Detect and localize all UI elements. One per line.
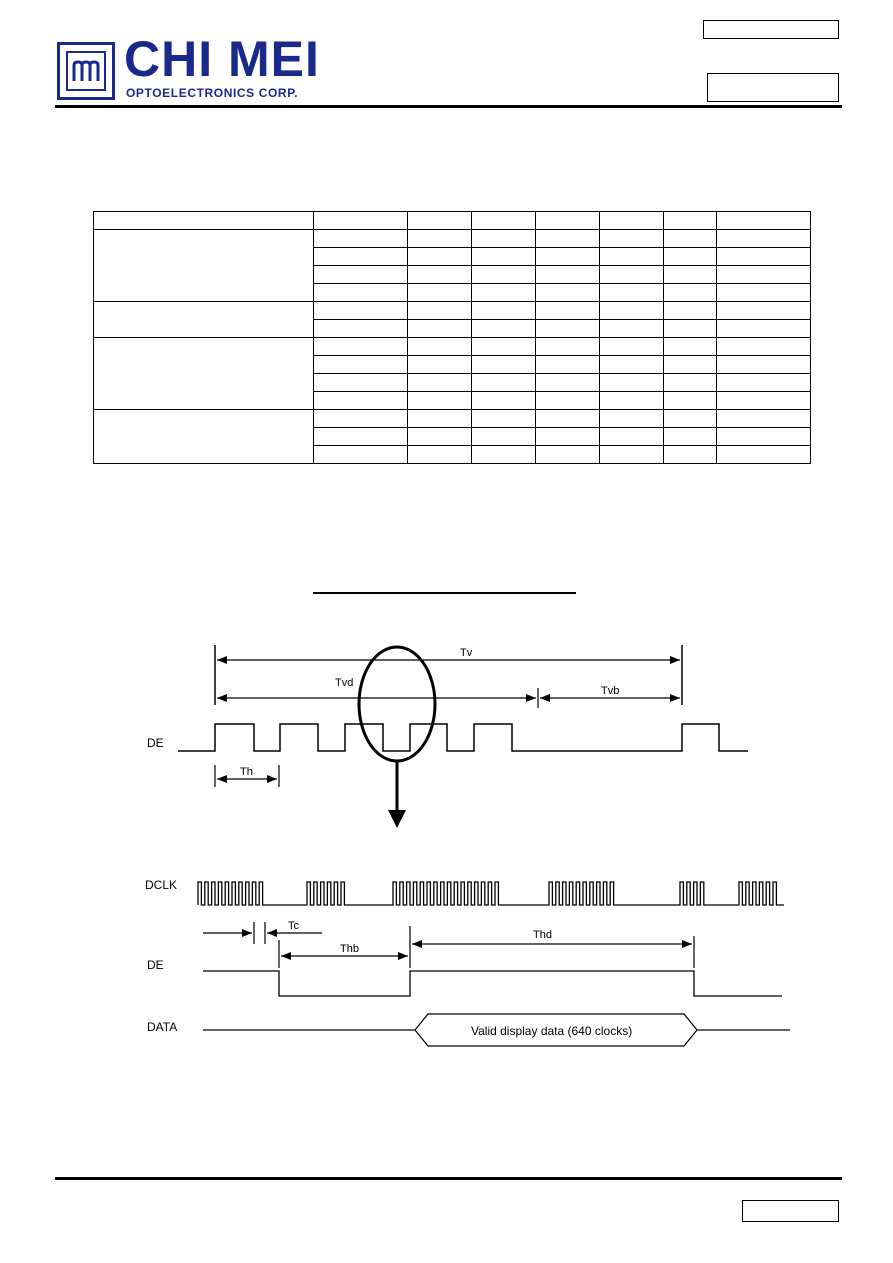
tvd-label: Tvd [335,677,354,689]
tc-label: Tc [288,920,299,932]
de-bottom-signal-label: DE [147,958,164,972]
zoom-arrow-head-icon [388,810,406,828]
footer-rule [55,1177,842,1180]
de-top-waveform [178,724,748,751]
th-label: Th [240,766,253,778]
dclk-waveform [198,882,784,905]
tv-label: Tv [460,647,473,659]
valid-data-label: Valid display data (640 clocks) [471,1024,633,1038]
thd-dimension [412,936,694,968]
data-signal-label: DATA [147,1020,178,1034]
de-bottom-waveform [203,971,782,996]
de-top-signal-label: DE [147,736,164,750]
brand-name: CHI MEI [124,31,320,87]
tc-dimension [203,922,322,944]
brand-subtitle: OPTOELECTRONICS CORP. [126,86,299,100]
dclk-signal-label: DCLK [145,878,178,892]
zoom-ellipse [359,647,435,761]
thb-label: Thb [340,943,359,955]
thd-label: Thd [533,929,552,941]
tvb-label: Tvb [601,685,620,697]
page-number-box [742,1200,839,1222]
